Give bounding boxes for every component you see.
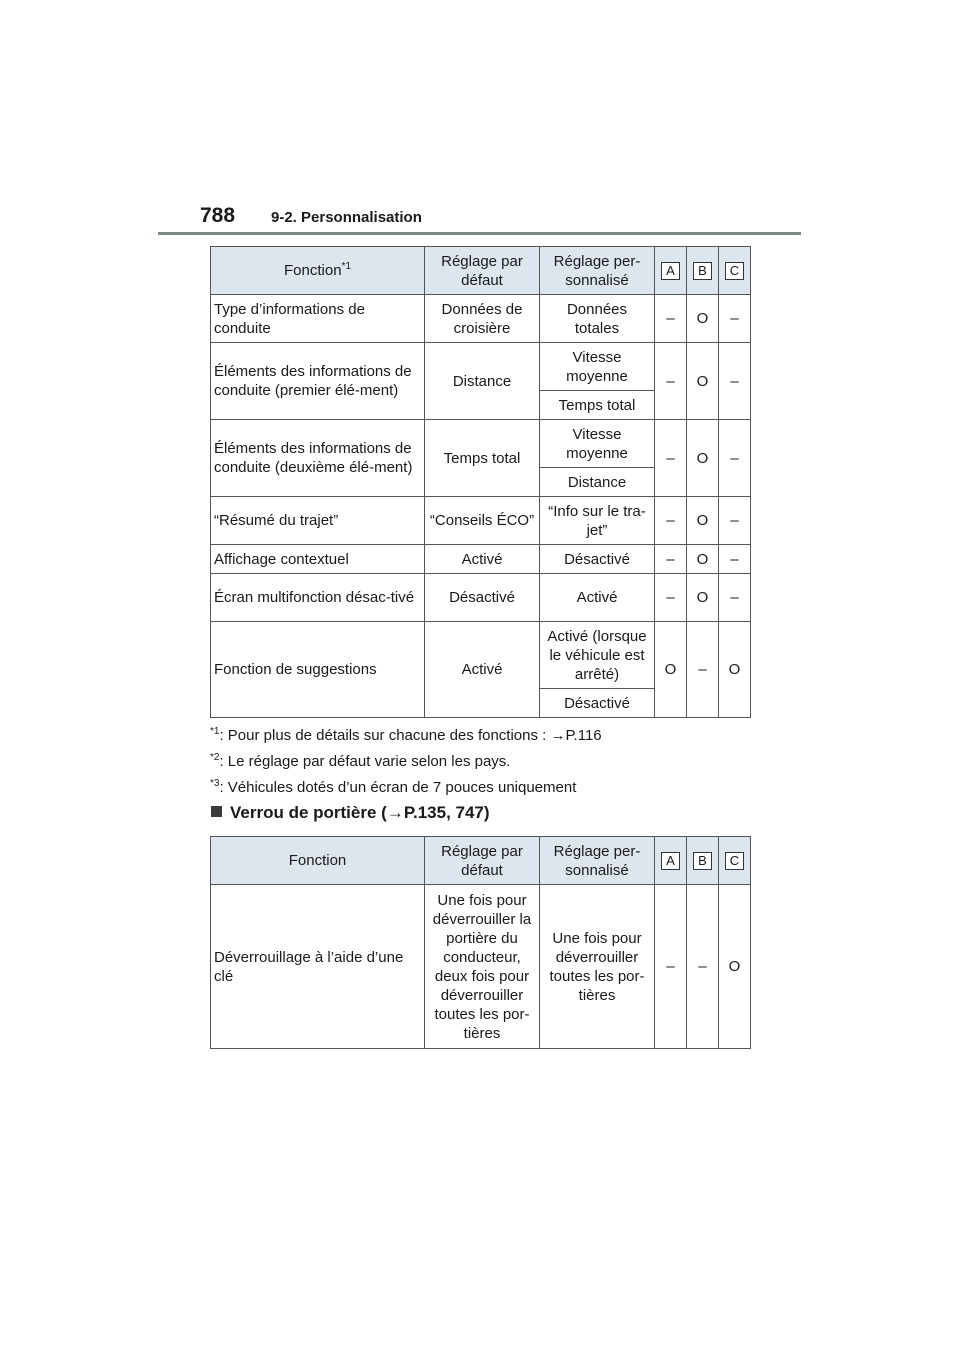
- table-subrow: Désactivé: [211, 689, 751, 718]
- footnote-1: $^{*1}$: Pour plus de détails sur chacune des fonctions : →P.116: [210, 726, 602, 744]
- header-custom: Réglage per-sonnalisé: [540, 837, 655, 885]
- footnotes: [210, 726, 770, 804]
- table-row: Déverrouillage à l’aide d’une clé Une fois pour déverrouiller la portière du conducteur, deux fois pour déverrouiller toutes les por-tières Une fois pour déverrouiller toutes les por-tières – – O: [211, 885, 751, 1049]
- header-default: Réglage par défaut: [425, 837, 540, 885]
- page-header: [0, 0, 960, 240]
- header-a: A: [655, 837, 687, 885]
- settings-table-1: [210, 246, 751, 718]
- header-a: A: [655, 247, 687, 295]
- table-subrow: Distance: [211, 468, 751, 497]
- header-default: Réglage par défaut: [425, 247, 540, 295]
- arrow-icon: →: [550, 727, 566, 744]
- table-row: Fonction de suggestions Activé Activé (lorsque le véhicule est arrêté) O – O: [211, 622, 751, 689]
- table-subrow: Temps total: [211, 391, 751, 420]
- table-header-row: [211, 837, 751, 885]
- square-bullet-icon: [211, 806, 222, 817]
- header-custom: Réglage per-sonnalisé: [540, 247, 655, 295]
- table-row: Affichage contextuel Activé Désactivé – O –: [211, 545, 751, 574]
- settings-table-2: [210, 836, 751, 1049]
- header-rule: [158, 232, 801, 235]
- table-row: Éléments des informations de conduite (deuxième élé-ment) Temps total Vitesse moyenne – O –: [211, 420, 751, 468]
- header-c: C: [719, 247, 751, 295]
- table-row: “Résumé du trajet” “Conseils ÉCO” “Info sur le tra-jet” – O –: [211, 497, 751, 545]
- header-c: C: [719, 837, 751, 885]
- header-b: B: [687, 837, 719, 885]
- table-header-row: [211, 247, 751, 295]
- header-b: B: [687, 247, 719, 295]
- section-heading: Verrou de portière (→P.135, 747): [211, 803, 490, 823]
- arrow-icon: →: [386, 803, 404, 822]
- page-number: 788: [200, 204, 236, 227]
- footnote-2: $^{*2}$: Le réglage par défaut varie selon les pays.: [210, 752, 511, 770]
- table-row: Écran multifonction désac-tivé Désactivé Activé – O –: [211, 574, 751, 622]
- header-fonction: Fonction$^{*1}$: [211, 247, 425, 295]
- footnote-3: $^{*3}$: Véhicules dotés d’un écran de 7 pouces uniquement: [210, 778, 577, 796]
- header-fonction: Fonction: [211, 837, 425, 885]
- section-title: 9-2. Personnalisation: [271, 209, 422, 226]
- table-row: Type d’informations de conduite Données de croisière Données totales – O –: [211, 295, 751, 343]
- table-row: Éléments des informations de conduite (premier élé-ment) Distance Vitesse moyenne – O –: [211, 343, 751, 391]
